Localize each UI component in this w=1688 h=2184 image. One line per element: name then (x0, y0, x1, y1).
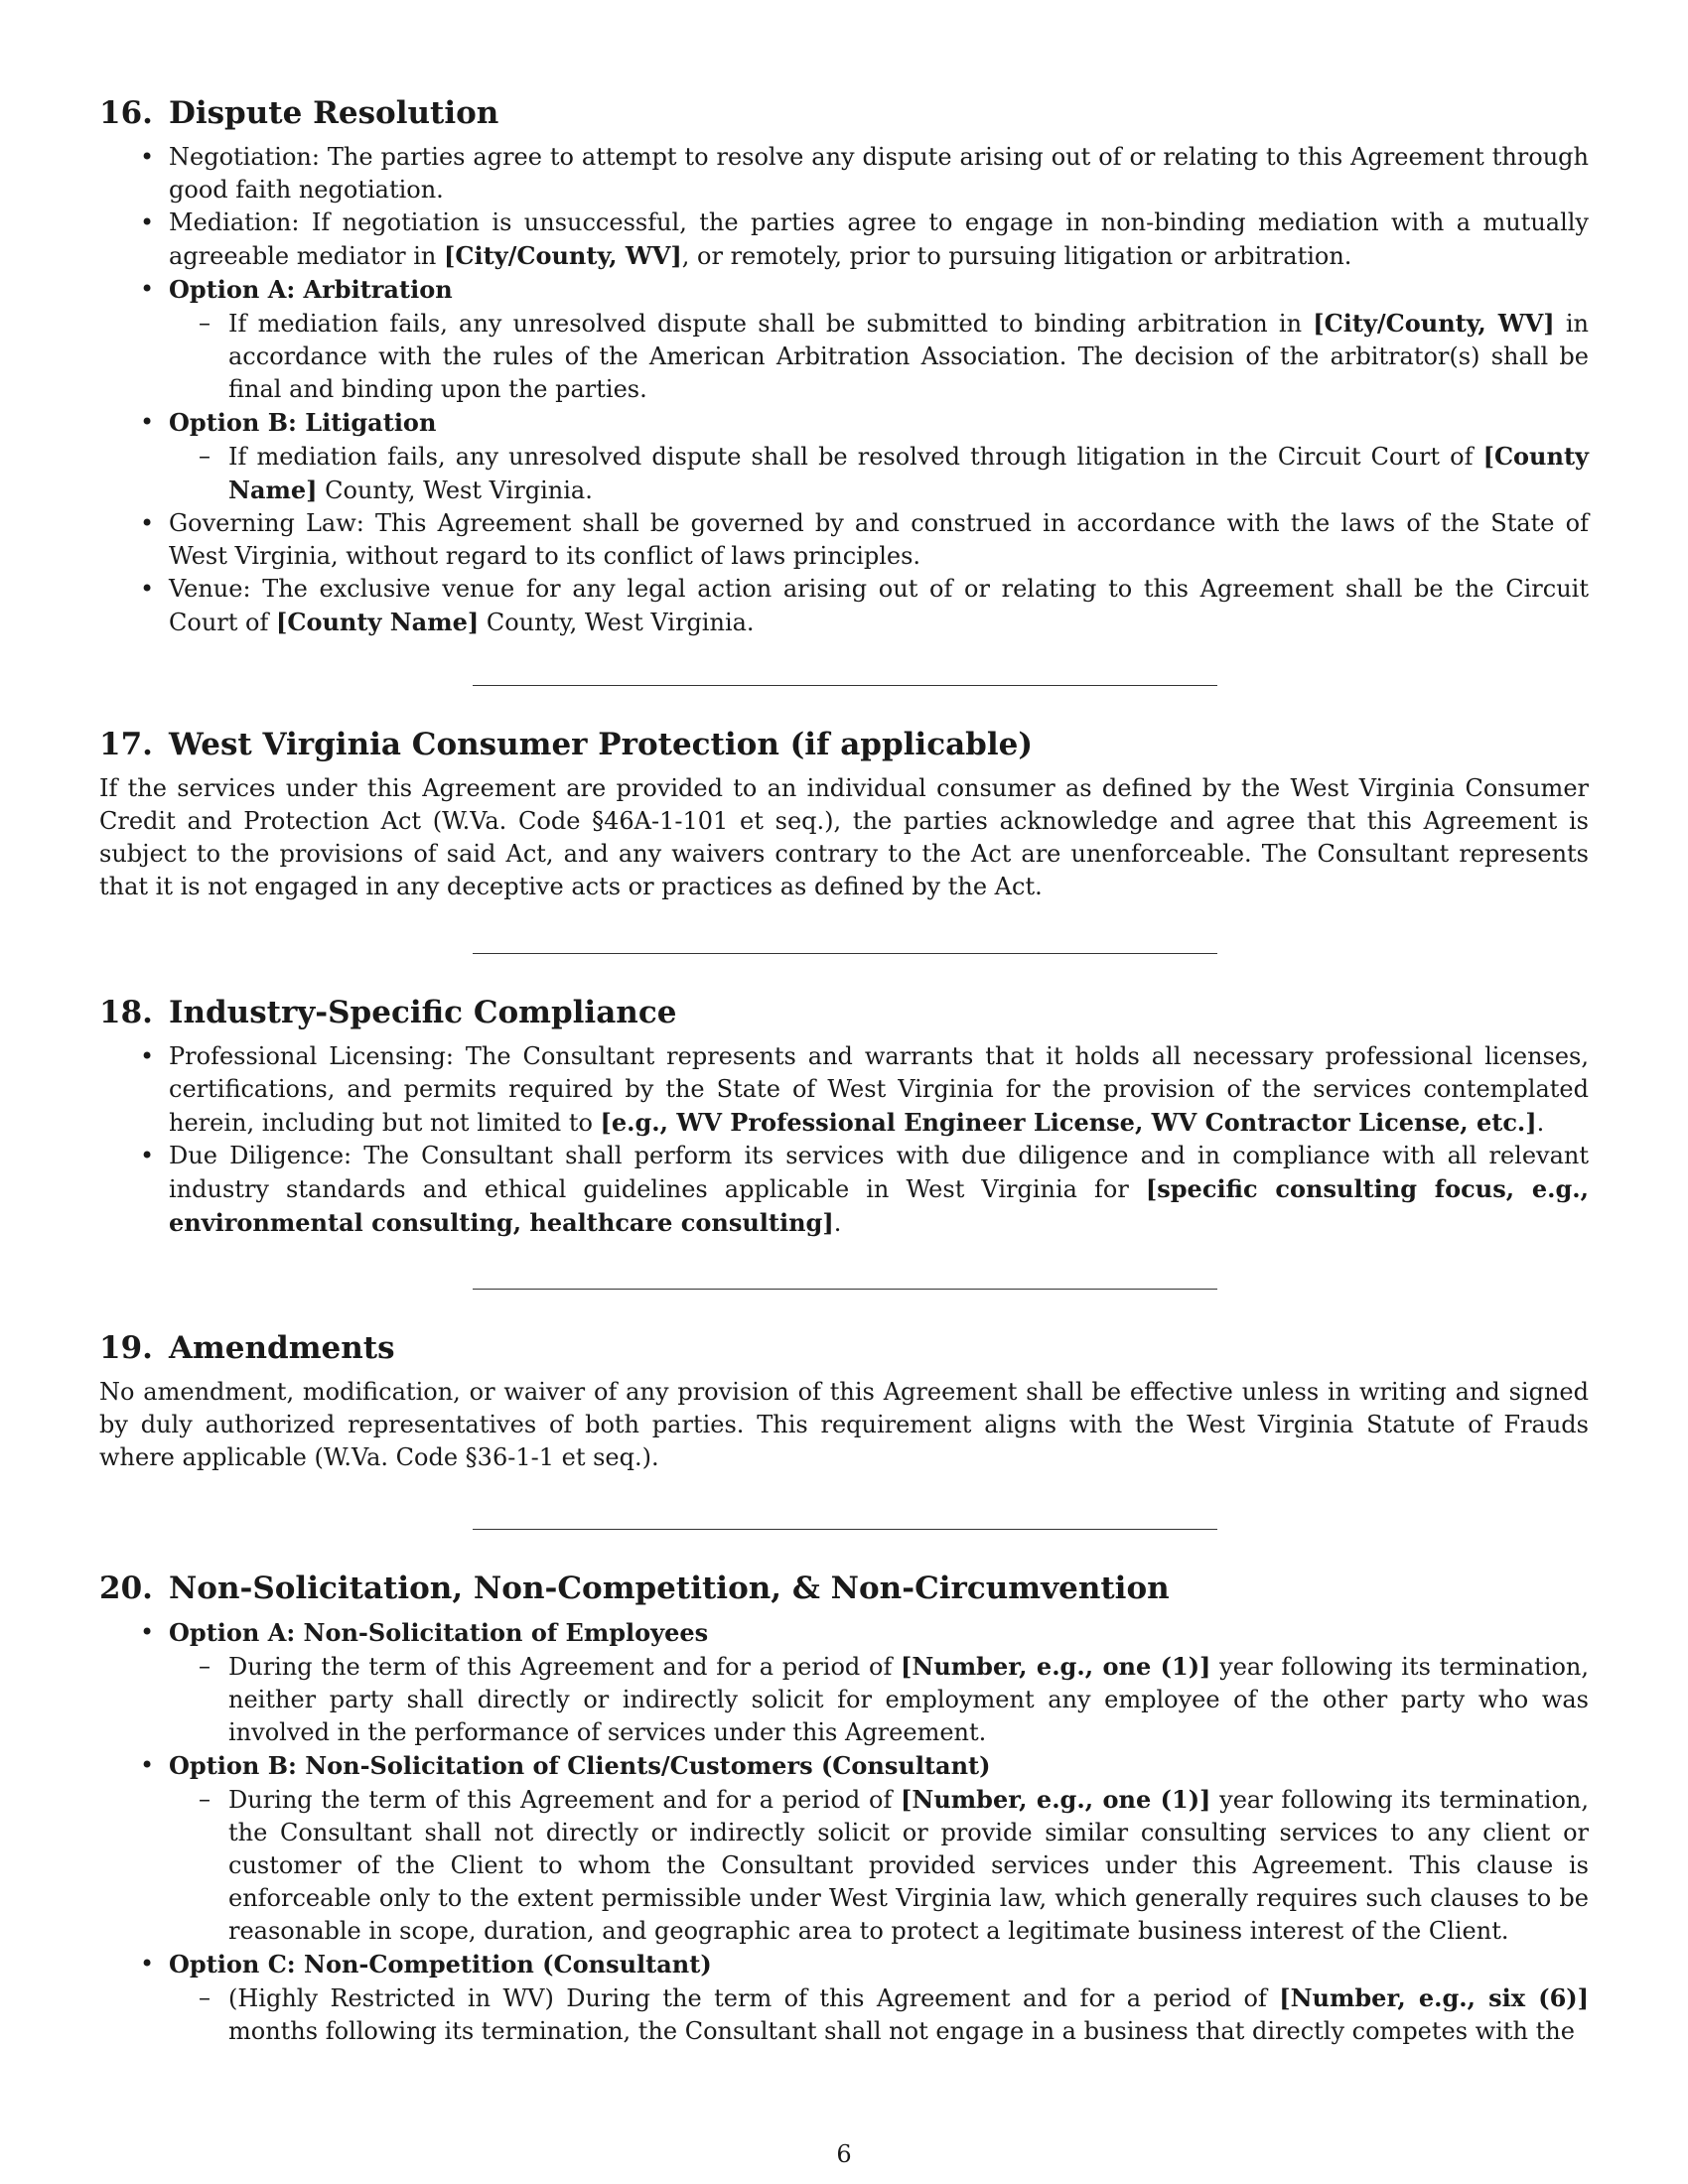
section-divider (473, 1529, 1217, 1530)
section-heading: 17. West Virginia Consumer Protection (if applicable) (99, 727, 1034, 762)
section-heading: 20. Non-Solicitation, Non-Competition, & Non-Circumvention (99, 1570, 1170, 1606)
page-number: 6 (836, 2140, 852, 2168)
section-heading: 16. Dispute Resolution (99, 95, 499, 131)
list-item: • Due Diligence: The Consultant shall perform its services with due diligence and in compliance with all relevant industry standards and ethical guidelines applicable in West Virginia for [specific consulting focus, e.g., environmental consulting, healthcare consulting]. (99, 1140, 1589, 1240)
sub-list-item: – During the term of this Agreement and for a period of [Number, e.g., one (1)] year following its termination, neither party shall directly or indirectly solicit for employment any employee of the other party who was involved in the performance of services under this Agreement. (169, 1650, 1589, 1749)
section-19 (99, 1326, 1589, 1474)
section-body: No amendment, modification, or waiver of any provision of this Agreement shall be effective unless in writing and signed by duly authorized representatives of both parties. This requirement aligns with the West Virginia Statute of Frauds where applicable (W.Va. Code §36-1-1 et seq.). (99, 1378, 1589, 1471)
section-17 (99, 723, 1589, 903)
bullet-list (99, 1616, 1589, 2048)
section-body: If the services under this Agreement are provided to an individual consumer as defined by the West Virginia Consumer Credit and Protection Act (W.Va. Code §46A-1-101 et seq.), the parties acknowledge and agree that this Agreement is subject to the provisions of said Act, and any waivers contrary to the Act are unenforceable. The Consultant represents that it is not engaged in any deceptive acts or practices as defined by the Act. (99, 774, 1589, 900)
bullet-list (99, 1040, 1589, 1240)
bullet-list (99, 141, 1589, 639)
list-item: • Option C: Non-Competition (Consultant) – (Highly Restricted in WV) During the term of this Agreement and for a period of [Number, e.g., six (6)] months following its termination, the Consultant shall not engage in a business that directly competes with the (99, 1948, 1589, 2048)
list-item: • Negotiation: The parties agree to attempt to resolve any dispute arising out of or relating to this Agreement through good faith negotiation. (99, 141, 1589, 206)
section-heading: 18. Industry-Specific Compliance (99, 995, 677, 1030)
sub-list-item: – During the term of this Agreement and for a period of [Number, e.g., one (1)] year following its termination, the Consultant shall not directly or indirectly solicit or provide similar consulting services to any client or customer of the Client to whom the Consultant provided services under this Agreement. This clause is enforceable only to the extent permissible under West Virginia law, which generally requires such clauses to be reasonable in scope, duration, and geographic area to protect a legitimate business interest of the Client. (169, 1783, 1589, 1948)
section-heading: 19. Amendments (99, 1330, 395, 1366)
list-item: • Option B: Litigation – If mediation fails, any unresolved dispute shall be resolved through litigation in the Circuit Court of [County Name] County, West Virginia. (99, 406, 1589, 507)
sub-list-item: – (Highly Restricted in WV) During the term of this Agreement and for a period of [Number, e.g., six (6)] months following its termination, the Consultant shall not engage in a business that directly competes with the (169, 1981, 1589, 2048)
section-divider (473, 953, 1217, 954)
section-divider (473, 685, 1217, 686)
list-item: • Option A: Non-Solicitation of Employees – During the term of this Agreement and for a period of [Number, e.g., one (1)] year following its termination, neither party shall directly or indirectly solicit for employment any employee of the other party who was involved in the performance of services under this Agreement. (99, 1616, 1589, 1749)
sub-list-item: – If mediation fails, any unresolved dispute shall be submitted to binding arbitration in [City/County, WV] in accordance with the rules of the American Arbitration Association. The decision of the arbitrator(s) shall be final and binding upon the parties. (169, 307, 1589, 406)
section-16 (99, 91, 1589, 639)
list-item: • Option B: Non-Solicitation of Clients/Customers (Consultant) – During the term of this Agreement and for a period of [Number, e.g., one (1)] year following its termination, the Consultant shall not directly or indirectly solicit or provide similar consulting services to any client or customer of the Client to whom the Consultant provided services under this Agreement. This clause is enforceable only to the extent permissible under West Virginia law, which generally requires such clauses to be reasonable in scope, duration, and geographic area to protect a legitimate business interest of the Client. (99, 1749, 1589, 1948)
list-item: • Venue: The exclusive venue for any legal action arising out of or relating to this Agreement shall be the Circuit Court of [County Name] County, West Virginia. (99, 573, 1589, 639)
section-18 (99, 991, 1589, 1240)
list-item: • Professional Licensing: The Consultant represents and warrants that it holds all necessary professional licenses, certifications, and permits required by the State of West Virginia for the provision of the services contemplated herein, including but not limited to [e.g., WV Professional Engineer License, WV Contractor License, etc.]. (99, 1040, 1589, 1140)
list-item: • Option A: Arbitration – If mediation fails, any unresolved dispute shall be submitted to binding arbitration in [City/County, WV] in accordance with the rules of the American Arbitration Association. The decision of the arbitrator(s) shall be final and binding upon the parties. (99, 273, 1589, 406)
list-item: • Governing Law: This Agreement shall be governed by and construed in accordance with the laws of the State of West Virginia, without regard to its conflict of laws principles. (99, 507, 1589, 573)
sub-list-item: – If mediation fails, any unresolved dispute shall be resolved through litigation in the Circuit Court of [County Name] County, West Virginia. (169, 440, 1589, 507)
section-20 (99, 1567, 1589, 2048)
list-item: • Mediation: If negotiation is unsuccessful, the parties agree to engage in non-binding mediation with a mutually agreeable mediator in [City/County, WV], or remotely, prior to pursuing litigation or arbitration. (99, 206, 1589, 273)
section-divider (473, 1289, 1217, 1290)
